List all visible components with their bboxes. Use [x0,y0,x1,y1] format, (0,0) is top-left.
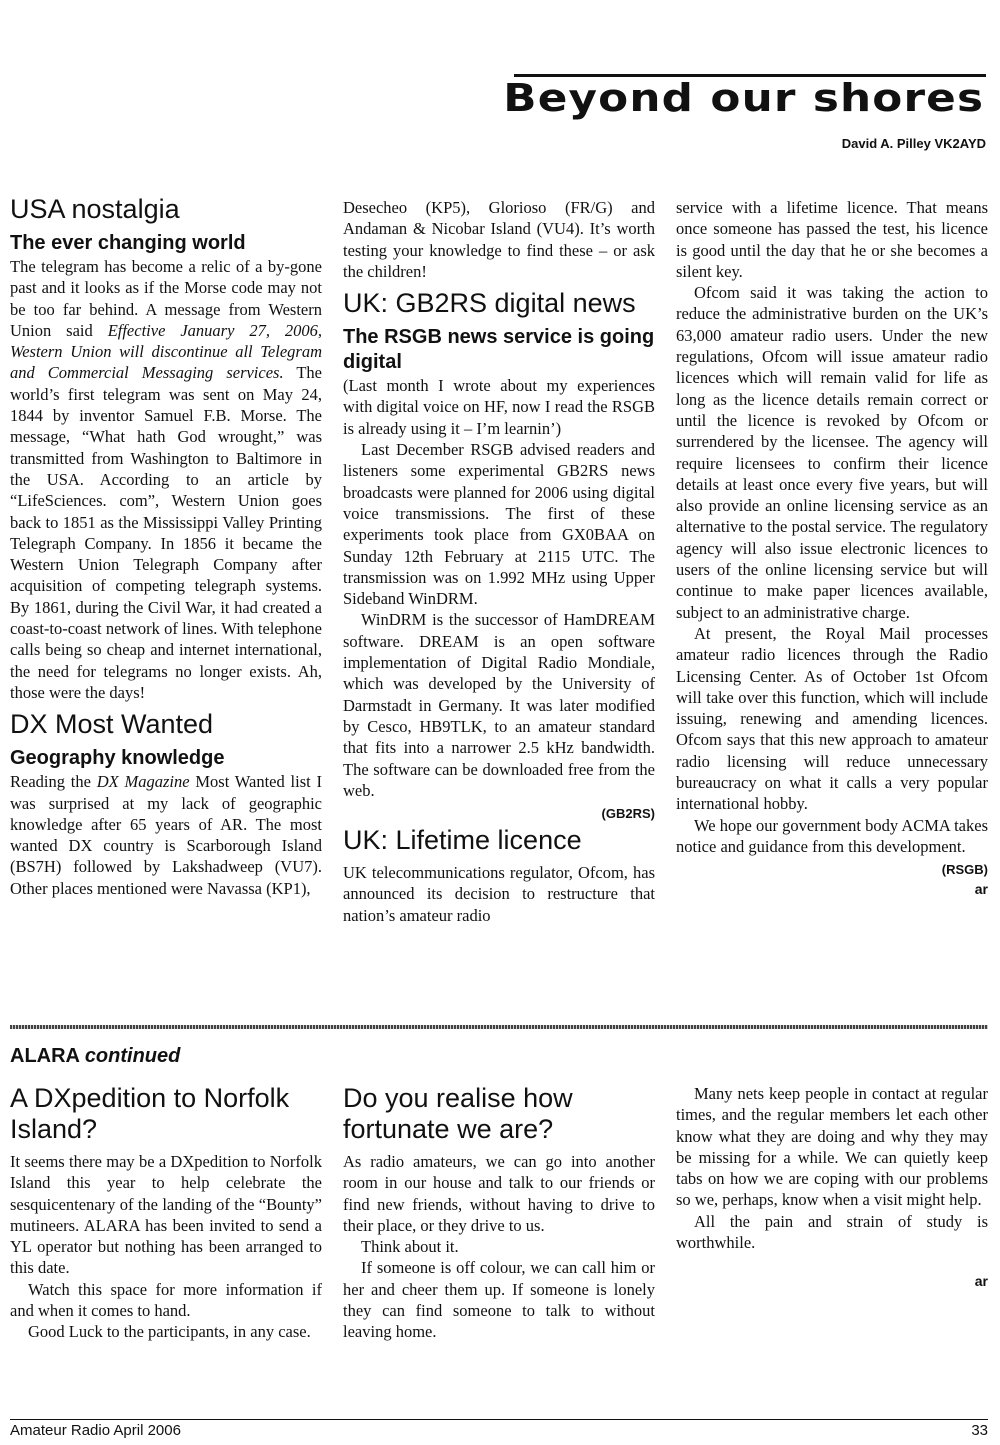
lifetime-paragraph-1-cont: service with a lifetime licence. That means once someone has passed the test, his licence is good until the day that he or she becomes a silent key. [676,198,988,281]
column-2 [343,197,655,926]
section-divider [10,1025,988,1029]
alara-column-1 [10,1083,322,1343]
end-mark: ar [974,881,988,898]
fortunate-paragraph-2: Think about it. [361,1237,459,1257]
usa-paragraph: The telegram has become a relic of a by-gone past and it looks as if the Morse code may not be too far behind. A message from Western Union said Effective January 27, 2006, Western Union will discontinue all Telegram and Commercial Messaging services. The world’s first telegram was sent on May 24, 1844 by inventor Samuel F.B. Morse. The message, “What hath God wrought,” was transmitted from Washington to Baltimore in the USA. According to an article by “LifeSciences. com”, Western Union goes back to 1851 as the Mississippi Valley Printing Telegraph Company. In 1856 it became the Western Union Telegraph Company after acquisition of competing telegraph systems. By 1861, during the Civil War, it had created a coast-to-coast network of lines. With telephone calls being so cheap and internet international, the need for telegrams no longer exists. Ah, those were the days! [10,257,322,702]
dx-subheading: Geography knowledge [10,747,225,770]
dx-magazine-title: DX Magazine [96,772,190,792]
lifetime-paragraph-2: Ofcom said it was taking the action to reduce the administrative burden on the UK’s 63,000 amateur radio users. Under the new regulations, Ofcom will issue amateur radio licences which will remain valid for life as long as the licence details remain correct or until the licence is revoked by Ofcom or surrendered by the licensee. The agency will require licensees to confirm their licence details at least once every five years, but will also provide an online licensing service as an alternative to the postal service. The regulatory agency will also issue electronic licences to users of the online licensing service but will continue to make paper licences available, subject to an administrative charge. [676,283,988,622]
dx-heading: DX Most Wanted [10,709,214,740]
gb2rs-subheading: The RSGB news service is going digital [343,326,655,374]
footer-publication: Amateur Radio April 2006 [10,1422,181,1439]
usa-subheading: The ever changing world [10,232,246,254]
norfolk-paragraph-1: It seems there may be a DXpedition to Norfolk Island this year to help celebrate the sesquicentenary of the landing of the “Bounty” mutineers. ALARA has been invited to send a YL operator but nothing has been arranged to this date. [10,1152,322,1278]
rsgb-source: (RSGB) [941,862,988,878]
fortunate-paragraph-5: All the pain and strain of study is worthwhile. [676,1211,988,1253]
lifetime-heading: UK: Lifetime licence [343,825,582,856]
gb2rs-intro: (Last month I wrote about my experiences with digital voice on HF, now I read the RSGB is already using it – I’m learnin’) [343,376,655,438]
gb2rs-source: (GB2RS) [601,806,655,822]
alara-column-2 [343,1083,655,1343]
dx-paragraph-cont: Desecheo (KP5), Glorioso (FR/G) and Andaman & Nicobar Island (VU4). It’s worth testing your knowledge to find these – or ask the children! [343,198,655,281]
alara-label: ALARA continued [10,1045,181,1067]
column-3 [676,197,988,899]
norfolk-paragraph-3: Good Luck to the participants, in any case. [28,1322,311,1342]
gb2rs-heading: UK: GB2RS digital news [343,288,636,319]
usa-quote: Effective January 27, 2006, Western Union will discontinue all Telegram and Commercial Messaging services. [10,320,322,383]
fortunate-paragraph-4: Many nets keep people in contact at regular times, and the regular members let each other know what they are doing and why they may be missing for a while. We can quietly keep tabs on how we are coping with our problems so we, perhaps, know when a visit might help. [676,1084,988,1210]
norfolk-heading: A DXpedition to Norfolk Island? [10,1083,290,1144]
usa-heading: USA nostalgia [10,194,180,224]
footer-rule [10,1419,988,1420]
fortunate-heading: Do you realise how fortunate we are? [343,1083,573,1144]
column-1 [10,194,322,899]
page-number: 33 [971,1422,988,1439]
gb2rs-paragraph-2: Last December RSGB advised readers and listeners some experimental GB2RS news broadcasts were planned for 2006 using digital voice transmissions. The first of these experiments took place from GX0BAA on Sunday 12th February at 2115 UTC. The transmission was on 1.992 MHz using Upper Sideband WinDRM. [343,440,655,609]
fortunate-paragraph-1: As radio amateurs, we can go into another room in our house and talk to our friends or find new friends, without having to drive to their place, or they drive to us. [343,1152,655,1235]
dx-paragraph: Reading the DX Magazine Most Wanted list I was surprised at my lack of geographic knowledge after 65 years of AR. The most wanted DX country is Scarborough Island (BS7H) followed by Lakshadweep (VU7). Other places mentioned were Navassa (KP1), [10,772,322,898]
alara-end-mark: ar [974,1273,988,1290]
lifetime-paragraph-3: At present, the Royal Mail processes amateur radio licences through the Radio Licensing Center. As of October 1st Ofcom will take over this function, which will include issuing, renewing and amending licences. Ofcom says that this new approach to amateur radio licensing will reduce unnecessary bureaucracy on what it calls a very popular international hobby. [676,623,988,814]
alara-column-3 [676,1083,988,1291]
gb2rs-paragraph-3: WinDRM is the successor of HamDREAM software. DREAM is an open software implementation of Digital Radio Mondiale, which was developed by the University of Darmstadt in Germany. It was later modified by Cesco, HB9TLK, to an amateur standard that fits into a narrower 2.5 kHz bandwidth. The software can be downloaded free from the web. [343,610,655,800]
author-byline: David A. Pilley VK2AYD [841,136,986,151]
lifetime-paragraph-1: UK telecommunications regulator, Ofcom, has announced its decision to restructure that nation’s amateur radio [343,863,655,925]
section-banner: Beyond our shores [503,76,984,120]
norfolk-paragraph-2: Watch this space for more information if and when it comes to hand. [10,1279,322,1321]
fortunate-paragraph-3: If someone is off colour, we can call him or her and cheer them up. If someone is lonely they can find someone to talk to without leaving home. [343,1258,655,1342]
lifetime-paragraph-4: We hope our government body ACMA takes notice and guidance from this development. [676,815,988,856]
